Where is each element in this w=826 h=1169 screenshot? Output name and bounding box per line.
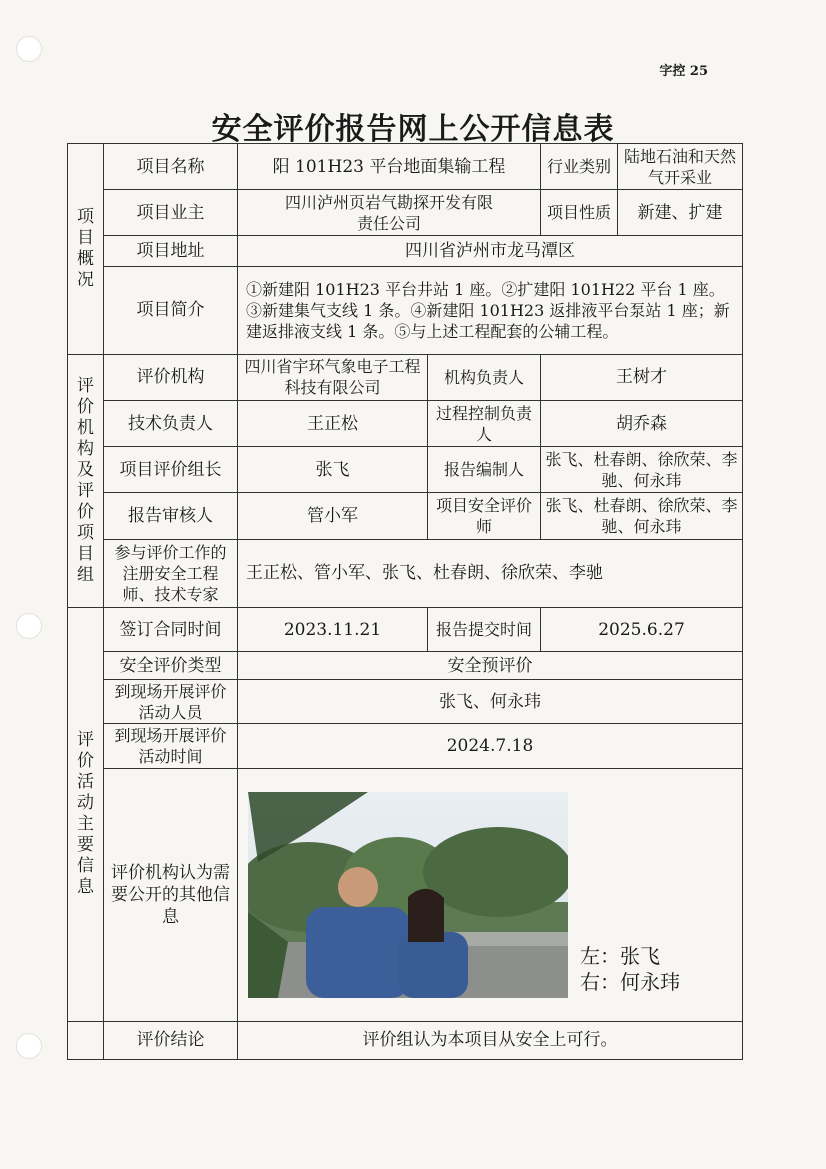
binder-hole-middle [16, 613, 42, 639]
owner-label: 项目业主 [104, 190, 238, 236]
experts-value: 王正松、管小军、张飞、杜春朗、徐欣荣、李驰 [238, 539, 743, 607]
caption-left: 左：张飞 [580, 944, 660, 968]
project-name-value: 阳 101H23 平台地面集输工程 [238, 144, 541, 190]
staff-value: 张飞、何永玮 [238, 680, 743, 724]
caption-right: 右：何永玮 [580, 970, 680, 994]
section-activity-label: 评 价 活 动 主 要 信 息 [77, 730, 94, 898]
reviewer-value: 管小军 [238, 493, 428, 539]
submit-label: 报告提交时间 [428, 607, 541, 651]
conclusion-value: 评价组认为本项目从安全上可行。 [238, 1021, 743, 1059]
safety-value: 张飞、杜春朗、徐欣荣、李驰、何永玮 [541, 493, 743, 539]
nature-label: 项目性质 [541, 190, 618, 236]
time-value: 2024.7.18 [238, 724, 743, 768]
blank-cell [68, 1021, 104, 1059]
owner-value: 四川泸州页岩气勘探开发有限责任公司 [238, 190, 541, 236]
intro-value: ①新建阳 101H23 平台井站 1 座。②扩建阳 101H22 平台 1 座。③新建集气支线 1 条。④新建阳 101H23 返排液平台泵站 1 座；新建返排液支线 1 条。⑤与上述工程配套的公辅工程。 [238, 266, 743, 354]
type-value: 安全预评价 [238, 652, 743, 680]
tech-label: 技术负责人 [104, 401, 238, 447]
section-org [68, 354, 104, 607]
page-title: 安全评价报告网上公开信息表 [211, 112, 615, 147]
contract-value: 2023.11.21 [238, 607, 428, 651]
reviewer-label: 报告审核人 [104, 493, 238, 539]
address-value: 四川省泸州市龙马潭区 [238, 236, 743, 266]
head-value: 王树才 [541, 354, 743, 400]
section-overview [68, 144, 104, 355]
info-table [67, 143, 743, 1060]
contract-label: 签订合同时间 [104, 607, 238, 651]
type-label: 安全评价类型 [104, 652, 238, 680]
section-org-label: 评 价 机 构 及 评 价 项 目 组 [77, 375, 94, 585]
industry-value: 陆地石油和天然气开采业 [618, 144, 743, 190]
process-value: 胡乔森 [541, 401, 743, 447]
section-overview-label: 项 目 概 况 [77, 206, 94, 290]
industry-label: 行业类别 [541, 144, 618, 190]
process-label: 过程控制负责人 [428, 401, 541, 447]
leader-value: 张飞 [238, 447, 428, 493]
tech-value: 王正松 [238, 401, 428, 447]
writer-label: 报告编制人 [428, 447, 541, 493]
binder-hole-top [16, 36, 42, 62]
experts-label: 参与评价工作的注册安全工程师、技术专家 [104, 539, 238, 607]
photo-caption [580, 943, 680, 995]
agency-label: 评价机构 [104, 354, 238, 400]
intro-label: 项目简介 [104, 266, 238, 354]
nature-value: 新建、扩建 [618, 190, 743, 236]
other-label: 评价机构认为需要公开的其他信息 [104, 768, 238, 1021]
staff-label: 到现场开展评价活动人员 [104, 680, 238, 724]
safety-label: 项目安全评价师 [428, 493, 541, 539]
site-photo [248, 792, 568, 998]
leader-label: 项目评价组长 [104, 447, 238, 493]
agency-value: 四川省宇环气象电子工程科技有限公司 [238, 354, 428, 400]
project-name-label: 项目名称 [104, 144, 238, 190]
section-activity [68, 607, 104, 1021]
head-label: 机构负责人 [428, 354, 541, 400]
submit-value: 2025.6.27 [541, 607, 743, 651]
time-label: 到现场开展评价活动时间 [104, 724, 238, 768]
address-label: 项目地址 [104, 236, 238, 266]
writer-value: 张飞、杜春朗、徐欣荣、李驰、何永玮 [541, 447, 743, 493]
conclusion-label: 评价结论 [104, 1021, 238, 1059]
document-code: 字控 25 [659, 64, 708, 79]
binder-hole-bottom [16, 1033, 42, 1059]
